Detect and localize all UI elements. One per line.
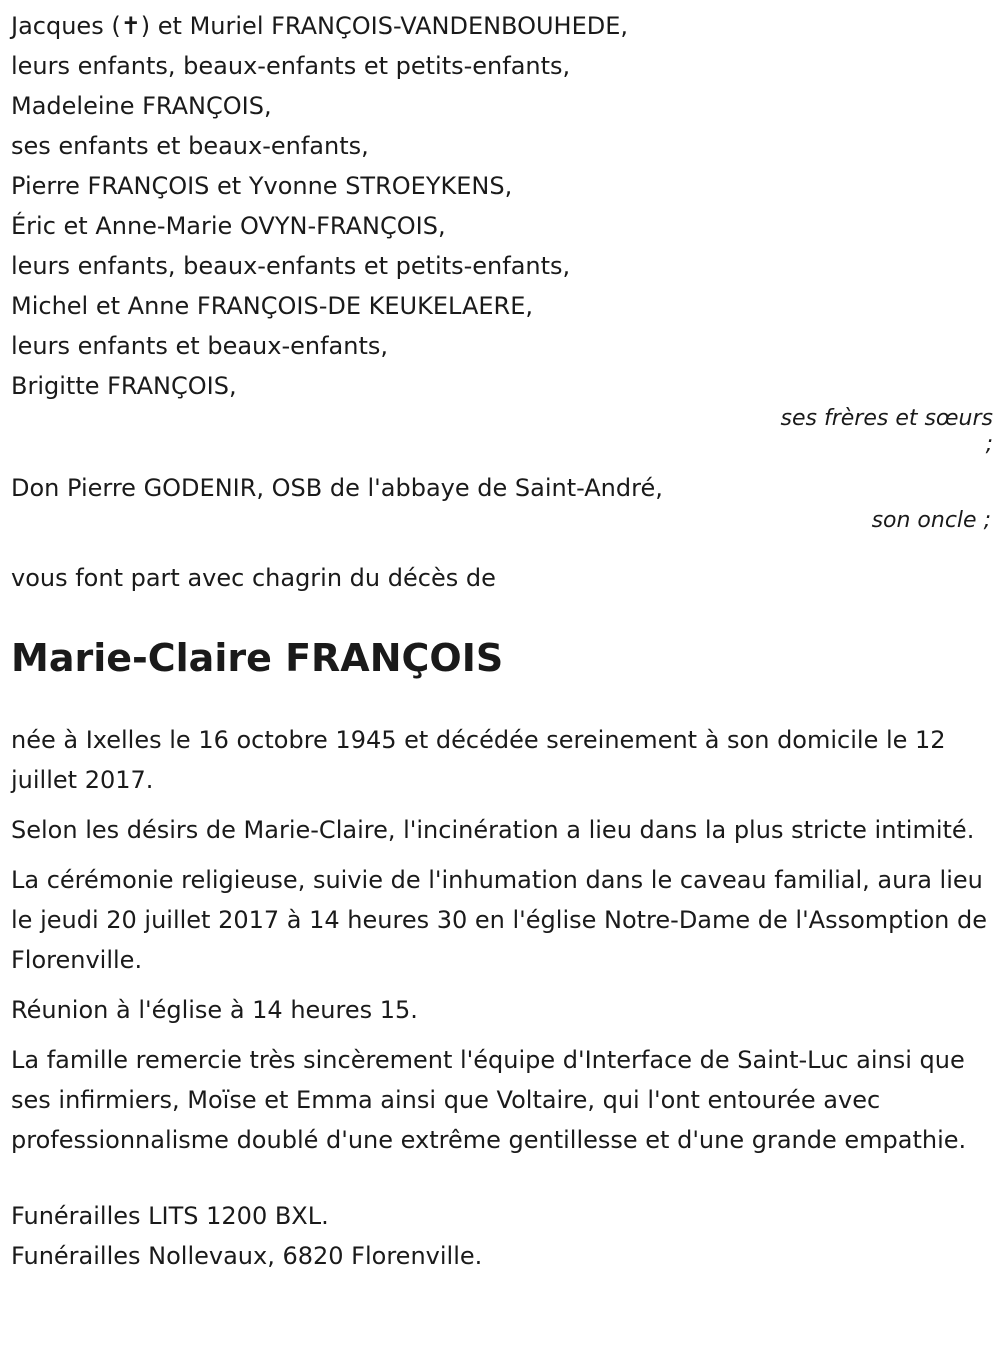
family-line: leurs enfants, beaux-enfants et petits-enfants,: [11, 52, 571, 80]
uncle-relation: son oncle ;: [871, 508, 991, 533]
family-line: Michel et Anne FRANÇOIS-DE KEUKELAERE,: [11, 292, 533, 320]
paragraph-cremation: Selon les désirs de Marie-Claire, l'incinération a lieu dans la plus stricte intimité.: [11, 816, 975, 844]
siblings-relation-punct: ;: [985, 432, 993, 457]
uncle-name: Don Pierre GODENIR, OSB de l'abbaye de Saint-André,: [11, 474, 663, 502]
family-line: Jacques (✝) et Muriel FRANÇOIS-VANDENBOUHEDE,: [11, 12, 629, 40]
family-line: leurs enfants et beaux-enfants,: [11, 332, 389, 360]
funeral-homes: [11, 1196, 993, 1276]
family-line: Pierre FRANÇOIS et Yvonne STROEYKENS,: [11, 172, 513, 200]
family-line: ses enfants et beaux-enfants,: [11, 132, 369, 160]
notice-body: [11, 720, 993, 1160]
funeral-home: Funérailles Nollevaux, 6820 Florenville.: [11, 1242, 483, 1270]
funeral-home: Funérailles LITS 1200 BXL.: [11, 1202, 329, 1230]
family-line: Éric et Anne-Marie OVYN-FRANÇOIS,: [11, 212, 446, 240]
family-line: Brigitte FRANÇOIS,: [11, 372, 237, 400]
family-line: leurs enfants, beaux-enfants et petits-enfants,: [11, 252, 571, 280]
obituary-notice: [11, 0, 993, 1276]
family-list: [11, 6, 993, 458]
announcement: vous font part avec chagrin du décès de: [11, 564, 496, 592]
family-line: Madeleine FRANÇOIS,: [11, 92, 272, 120]
paragraph-meeting: Réunion à l'église à 14 heures 15.: [11, 996, 418, 1024]
paragraph-birth-death: née à Ixelles le 16 octobre 1945 et décédée sereinement à son domicile le 12 juillet 2017.: [11, 726, 946, 794]
paragraph-ceremony: La cérémonie religieuse, suivie de l'inhumation dans le caveau familial, aura lieu le jeudi 20 juillet 2017 à 14 heures 30 en l'église Notre-Dame de l'Assomption de Florenville.: [11, 866, 987, 974]
paragraph-thanks: La famille remercie très sincèrement l'équipe d'Interface de Saint-Luc ainsi que ses infirmiers, Moïse et Emma ainsi que Voltaire, qui l'ont entourée avec professionnalisme doublé d'une extrême gentillesse et d'une grande empathie.: [11, 1046, 967, 1154]
siblings-relation: ses frères et sœurs: [780, 406, 993, 431]
deceased-name: Marie-Claire FRANÇOIS: [11, 636, 504, 680]
uncle-block: [11, 468, 993, 534]
